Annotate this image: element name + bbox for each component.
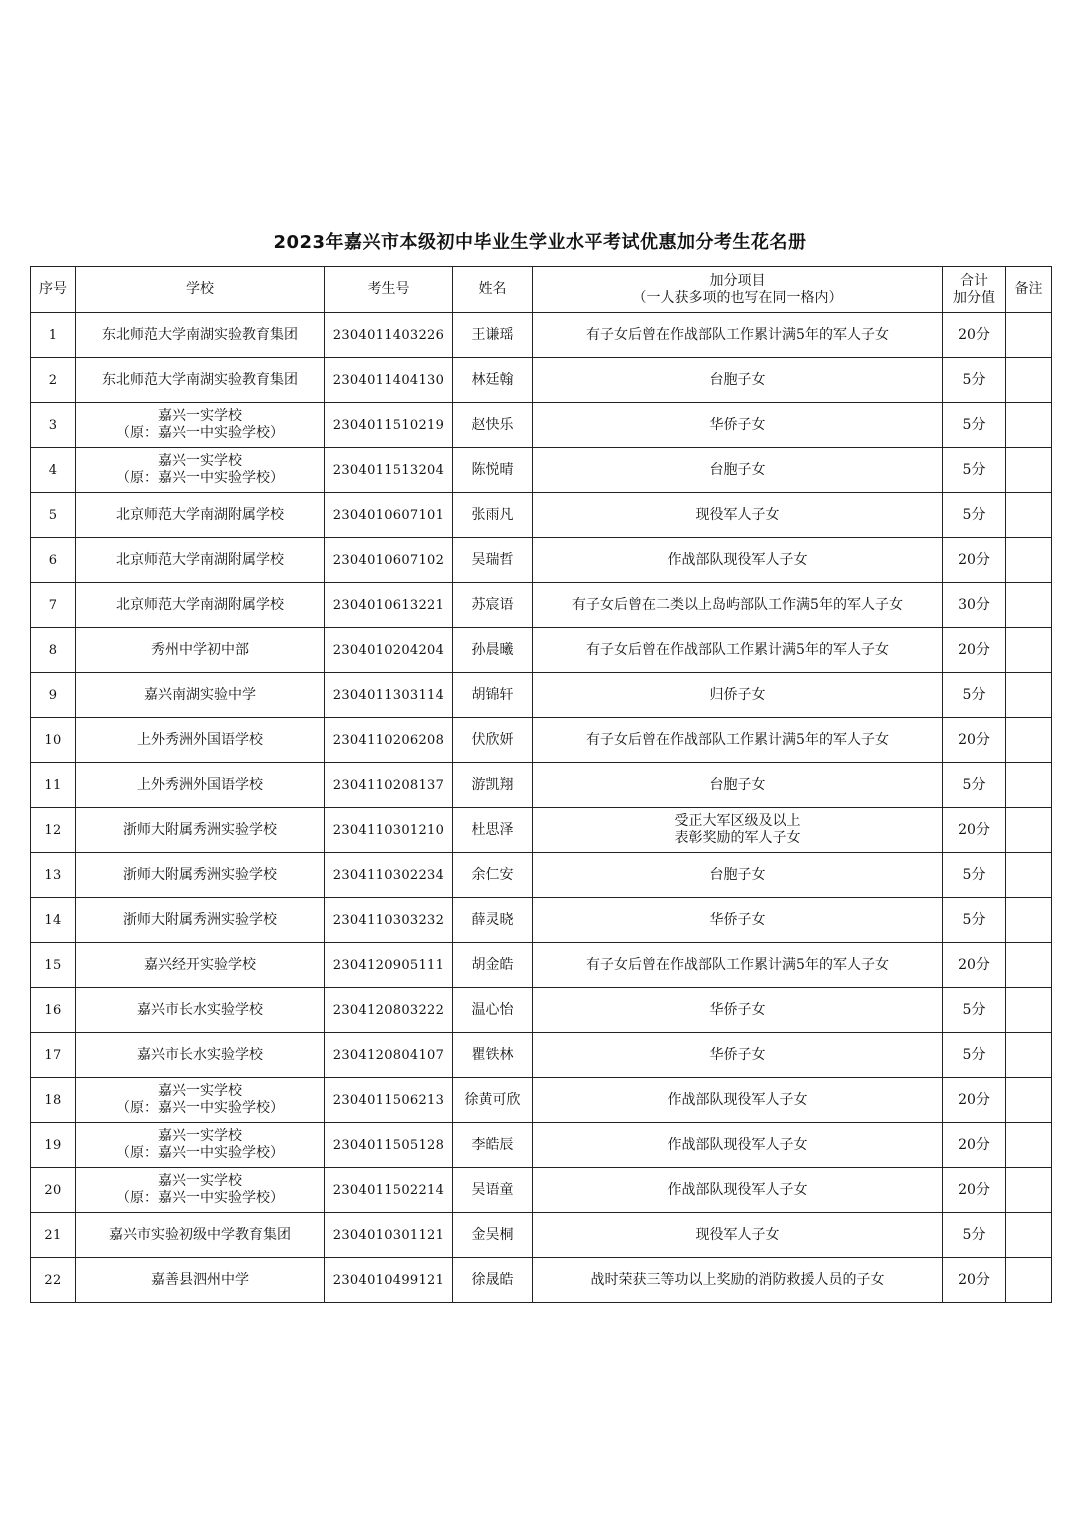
seq-cell: 13 xyxy=(31,853,76,898)
seq-cell: 12 xyxy=(31,808,76,853)
school-cell xyxy=(76,763,325,808)
score-cell: 20分 xyxy=(943,1168,1006,1213)
school-cell xyxy=(76,1213,325,1258)
bonus-item-cell-line: 作战部队现役军人子女 xyxy=(667,1181,808,1198)
student-id-cell: 2304010613221 xyxy=(325,583,453,628)
note-cell xyxy=(1006,1258,1052,1303)
table-row xyxy=(31,673,1052,718)
note-cell xyxy=(1006,1168,1052,1213)
seq-cell: 15 xyxy=(31,943,76,988)
bonus-item-cell xyxy=(533,898,943,943)
score-cell: 5分 xyxy=(943,898,1006,943)
table-row xyxy=(31,1033,1052,1078)
school-cell-line: 嘉兴市长水实验学校 xyxy=(137,1001,263,1018)
score-cell: 20分 xyxy=(943,718,1006,763)
seq-cell: 18 xyxy=(31,1078,76,1123)
name-cell: 张雨凡 xyxy=(453,493,533,538)
name-cell: 薛灵晓 xyxy=(453,898,533,943)
bonus-item-cell-line: 有子女后曾在作战部队工作累计满5年的军人子女 xyxy=(586,956,889,973)
bonus-item-cell xyxy=(533,808,943,853)
seq-cell: 6 xyxy=(31,538,76,583)
table-row xyxy=(31,493,1052,538)
school-cell-line: 嘉兴一实学校 xyxy=(158,408,242,424)
table-row xyxy=(31,898,1052,943)
school-cell-line: 嘉兴南湖实验中学 xyxy=(144,686,256,703)
header-bonus-item-line1: 加分项目 xyxy=(709,272,766,289)
seq-cell: 20 xyxy=(31,1168,76,1213)
name-cell: 孙晨曦 xyxy=(453,628,533,673)
table-row xyxy=(31,763,1052,808)
student-id-cell: 2304110302234 xyxy=(325,853,453,898)
table-row xyxy=(31,1213,1052,1258)
student-id-cell: 2304010499121 xyxy=(325,1258,453,1303)
bonus-item-cell xyxy=(533,538,943,583)
table-row xyxy=(31,1258,1052,1303)
note-cell xyxy=(1006,988,1052,1033)
seq-cell: 21 xyxy=(31,1213,76,1258)
score-cell: 5分 xyxy=(943,493,1006,538)
header-total-score-line1: 合计 xyxy=(960,272,988,289)
school-cell xyxy=(76,448,325,493)
bonus-item-cell-line: 华侨子女 xyxy=(709,1046,766,1063)
school-cell-line: 东北师范大学南湖实验教育集团 xyxy=(102,326,298,343)
score-cell: 5分 xyxy=(943,1213,1006,1258)
bonus-item-cell-line: 有子女后曾在二类以上岛屿部队工作满5年的军人子女 xyxy=(572,596,903,613)
seq-cell: 11 xyxy=(31,763,76,808)
school-cell-line: 北京师范大学南湖附属学校 xyxy=(116,596,284,613)
school-cell xyxy=(76,1168,325,1213)
seq-cell: 4 xyxy=(31,448,76,493)
bonus-item-cell xyxy=(533,1168,943,1213)
name-cell: 温心怡 xyxy=(453,988,533,1033)
header-bonus-item xyxy=(533,267,943,313)
school-cell-line: 嘉兴市长水实验学校 xyxy=(137,1046,263,1063)
name-cell: 游凯翔 xyxy=(453,763,533,808)
bonus-item-cell xyxy=(533,1078,943,1123)
student-id-cell: 2304011502214 xyxy=(325,1168,453,1213)
student-id-cell: 2304011510219 xyxy=(325,403,453,448)
student-id-cell: 2304110206208 xyxy=(325,718,453,763)
page-title: 2023年嘉兴市本级初中毕业生学业水平考试优惠加分考生花名册 xyxy=(273,232,807,253)
score-cell: 20分 xyxy=(943,943,1006,988)
header-total-score-line2: 加分值 xyxy=(953,289,995,306)
roster-table xyxy=(30,266,1052,1303)
table-row xyxy=(31,943,1052,988)
bonus-item-cell-line: 台胞子女 xyxy=(709,461,766,478)
student-id-cell: 2304110208137 xyxy=(325,763,453,808)
school-cell xyxy=(76,403,325,448)
name-cell: 胡金皓 xyxy=(453,943,533,988)
bonus-item-cell-line: 华侨子女 xyxy=(709,416,766,433)
header-name: 姓名 xyxy=(453,267,533,313)
score-cell: 5分 xyxy=(943,988,1006,1033)
name-cell: 吴语童 xyxy=(453,1168,533,1213)
bonus-item-cell-line: 台胞子女 xyxy=(709,866,766,883)
bonus-item-cell xyxy=(533,1033,943,1078)
table-row xyxy=(31,628,1052,673)
score-cell: 20分 xyxy=(943,1123,1006,1168)
note-cell xyxy=(1006,448,1052,493)
student-id-cell: 2304011403226 xyxy=(325,313,453,358)
bonus-item-cell-line: 华侨子女 xyxy=(709,1001,766,1018)
seq-cell: 19 xyxy=(31,1123,76,1168)
bonus-item-cell-line: 华侨子女 xyxy=(709,911,766,928)
bonus-item-cell xyxy=(533,1258,943,1303)
school-cell xyxy=(76,313,325,358)
table-row xyxy=(31,313,1052,358)
school-cell xyxy=(76,943,325,988)
note-cell xyxy=(1006,1213,1052,1258)
header-bonus-item-line2: （一人获多项的也写在同一格内） xyxy=(632,289,843,306)
table-row xyxy=(31,583,1052,628)
header-seq: 序号 xyxy=(31,267,76,313)
bonus-item-cell xyxy=(533,583,943,628)
bonus-item-cell-line: 台胞子女 xyxy=(709,371,766,388)
seq-cell: 10 xyxy=(31,718,76,763)
table-row xyxy=(31,538,1052,583)
note-cell xyxy=(1006,673,1052,718)
header-school: 学校 xyxy=(76,267,325,313)
school-cell-line: 上外秀洲外国语学校 xyxy=(137,731,263,748)
bonus-item-cell-line: 现役军人子女 xyxy=(695,506,780,523)
school-cell xyxy=(76,808,325,853)
school-cell xyxy=(76,358,325,403)
score-cell: 5分 xyxy=(943,403,1006,448)
note-cell xyxy=(1006,358,1052,403)
seq-cell: 8 xyxy=(31,628,76,673)
name-cell: 伏欣妍 xyxy=(453,718,533,763)
school-cell xyxy=(76,628,325,673)
school-cell xyxy=(76,853,325,898)
school-cell-line: 秀州中学初中部 xyxy=(151,641,249,658)
bonus-item-cell xyxy=(533,763,943,808)
seq-cell: 22 xyxy=(31,1258,76,1303)
bonus-item-cell-line: 有子女后曾在作战部队工作累计满5年的军人子女 xyxy=(586,641,889,658)
score-cell: 5分 xyxy=(943,673,1006,718)
bonus-item-cell xyxy=(533,1123,943,1168)
header-row xyxy=(31,267,1052,313)
name-cell: 胡锦轩 xyxy=(453,673,533,718)
school-cell-line: 嘉兴一实学校 xyxy=(158,1173,242,1189)
bonus-item-cell xyxy=(533,1213,943,1258)
seq-cell: 17 xyxy=(31,1033,76,1078)
student-id-cell: 2304120804107 xyxy=(325,1033,453,1078)
score-cell: 5分 xyxy=(943,853,1006,898)
seq-cell: 9 xyxy=(31,673,76,718)
student-id-cell: 2304011303114 xyxy=(325,673,453,718)
header-note: 备注 xyxy=(1006,267,1052,313)
table-row xyxy=(31,1123,1052,1168)
school-cell xyxy=(76,1123,325,1168)
note-cell xyxy=(1006,628,1052,673)
note-cell xyxy=(1006,1123,1052,1168)
table-row xyxy=(31,1078,1052,1123)
name-cell: 苏宸语 xyxy=(453,583,533,628)
note-cell xyxy=(1006,853,1052,898)
student-id-cell: 2304011513204 xyxy=(325,448,453,493)
note-cell xyxy=(1006,898,1052,943)
note-cell xyxy=(1006,718,1052,763)
table-row xyxy=(31,1168,1052,1213)
score-cell: 5分 xyxy=(943,1033,1006,1078)
student-id-cell: 2304010607102 xyxy=(325,538,453,583)
school-cell-line: 上外秀洲外国语学校 xyxy=(137,776,263,793)
bonus-item-cell-line: 战时荣获三等功以上奖励的消防救援人员的子女 xyxy=(590,1271,885,1288)
roster-body xyxy=(31,313,1052,1303)
student-id-cell: 2304011404130 xyxy=(325,358,453,403)
student-id-cell: 2304011506213 xyxy=(325,1078,453,1123)
table-row xyxy=(31,403,1052,448)
bonus-item-cell-line: 表彰奖励的军人子女 xyxy=(674,830,801,846)
name-cell: 吴瑞哲 xyxy=(453,538,533,583)
student-id-cell: 2304010607101 xyxy=(325,493,453,538)
school-cell-line: （原：嘉兴一中实验学校） xyxy=(116,425,284,441)
school-cell xyxy=(76,988,325,1033)
bonus-item-cell xyxy=(533,448,943,493)
table-row xyxy=(31,718,1052,763)
student-id-cell: 2304110303232 xyxy=(325,898,453,943)
school-cell-line: 嘉兴一实学校 xyxy=(158,453,242,469)
school-cell xyxy=(76,898,325,943)
header-student-id: 考生号 xyxy=(325,267,453,313)
seq-cell: 7 xyxy=(31,583,76,628)
bonus-item-cell-line: 归侨子女 xyxy=(709,686,766,703)
score-cell: 20分 xyxy=(943,1258,1006,1303)
school-cell-line: （原：嘉兴一中实验学校） xyxy=(116,470,284,486)
seq-cell: 2 xyxy=(31,358,76,403)
score-cell: 20分 xyxy=(943,1078,1006,1123)
bonus-item-cell xyxy=(533,313,943,358)
school-cell-line: （原：嘉兴一中实验学校） xyxy=(116,1190,284,1206)
seq-cell: 16 xyxy=(31,988,76,1033)
school-cell xyxy=(76,673,325,718)
school-cell xyxy=(76,493,325,538)
score-cell: 30分 xyxy=(943,583,1006,628)
table-row xyxy=(31,808,1052,853)
score-cell: 20分 xyxy=(943,628,1006,673)
name-cell: 陈悦晴 xyxy=(453,448,533,493)
note-cell xyxy=(1006,313,1052,358)
table-row xyxy=(31,448,1052,493)
student-id-cell: 2304011505128 xyxy=(325,1123,453,1168)
table-row xyxy=(31,358,1052,403)
table-row xyxy=(31,853,1052,898)
bonus-item-cell-line: 现役军人子女 xyxy=(695,1226,780,1243)
seq-cell: 1 xyxy=(31,313,76,358)
school-cell-line: 浙师大附属秀洲实验学校 xyxy=(123,911,277,928)
note-cell xyxy=(1006,493,1052,538)
school-cell-line: 嘉善县泗州中学 xyxy=(151,1271,249,1288)
student-id-cell: 2304120905111 xyxy=(325,943,453,988)
bonus-item-cell xyxy=(533,358,943,403)
score-cell: 20分 xyxy=(943,808,1006,853)
bonus-item-cell xyxy=(533,718,943,763)
school-cell-line: 北京师范大学南湖附属学校 xyxy=(116,506,284,523)
score-cell: 5分 xyxy=(943,763,1006,808)
note-cell xyxy=(1006,943,1052,988)
note-cell xyxy=(1006,1078,1052,1123)
school-cell-line: 嘉兴一实学校 xyxy=(158,1128,242,1144)
note-cell xyxy=(1006,583,1052,628)
bonus-item-cell xyxy=(533,493,943,538)
name-cell: 徐黄可欣 xyxy=(453,1078,533,1123)
bonus-item-cell-line: 作战部队现役军人子女 xyxy=(667,1136,808,1153)
name-cell: 李皓辰 xyxy=(453,1123,533,1168)
student-id-cell: 2304010204204 xyxy=(325,628,453,673)
name-cell: 瞿铁林 xyxy=(453,1033,533,1078)
name-cell: 赵快乐 xyxy=(453,403,533,448)
score-cell: 20分 xyxy=(943,313,1006,358)
bonus-item-cell-line: 台胞子女 xyxy=(709,776,766,793)
name-cell: 金吴桐 xyxy=(453,1213,533,1258)
seq-cell: 3 xyxy=(31,403,76,448)
bonus-item-cell-line: 有子女后曾在作战部队工作累计满5年的军人子女 xyxy=(586,326,889,343)
bonus-item-cell xyxy=(533,403,943,448)
note-cell xyxy=(1006,403,1052,448)
school-cell-line: （原：嘉兴一中实验学校） xyxy=(116,1100,284,1116)
school-cell-line: （原：嘉兴一中实验学校） xyxy=(116,1145,284,1161)
note-cell xyxy=(1006,1033,1052,1078)
score-cell: 20分 xyxy=(943,538,1006,583)
school-cell-line: 嘉兴市实验初级中学教育集团 xyxy=(109,1226,291,1243)
bonus-item-cell xyxy=(533,673,943,718)
student-id-cell: 2304120803222 xyxy=(325,988,453,1033)
school-cell xyxy=(76,538,325,583)
school-cell-line: 浙师大附属秀洲实验学校 xyxy=(123,866,277,883)
school-cell xyxy=(76,718,325,763)
school-cell-line: 浙师大附属秀洲实验学校 xyxy=(123,821,277,838)
school-cell xyxy=(76,1078,325,1123)
bonus-item-cell xyxy=(533,628,943,673)
score-cell: 5分 xyxy=(943,448,1006,493)
name-cell: 林廷翰 xyxy=(453,358,533,403)
note-cell xyxy=(1006,763,1052,808)
bonus-item-cell-line: 有子女后曾在作战部队工作累计满5年的军人子女 xyxy=(586,731,889,748)
note-cell xyxy=(1006,808,1052,853)
note-cell xyxy=(1006,538,1052,583)
seq-cell: 5 xyxy=(31,493,76,538)
name-cell: 余仁安 xyxy=(453,853,533,898)
table-row xyxy=(31,988,1052,1033)
school-cell xyxy=(76,1033,325,1078)
name-cell: 杜思泽 xyxy=(453,808,533,853)
bonus-item-cell-line: 受正大军区级及以上 xyxy=(674,813,801,829)
score-cell: 5分 xyxy=(943,358,1006,403)
bonus-item-cell xyxy=(533,943,943,988)
student-id-cell: 2304110301210 xyxy=(325,808,453,853)
school-cell-line: 嘉兴经开实验学校 xyxy=(144,956,256,973)
bonus-item-cell-line: 作战部队现役军人子女 xyxy=(667,551,808,568)
school-cell xyxy=(76,583,325,628)
school-cell-line: 嘉兴一实学校 xyxy=(158,1083,242,1099)
header-total-score xyxy=(943,267,1006,313)
school-cell-line: 东北师范大学南湖实验教育集团 xyxy=(102,371,298,388)
bonus-item-cell-line: 作战部队现役军人子女 xyxy=(667,1091,808,1108)
school-cell-line: 北京师范大学南湖附属学校 xyxy=(116,551,284,568)
seq-cell: 14 xyxy=(31,898,76,943)
name-cell: 徐晟皓 xyxy=(453,1258,533,1303)
name-cell: 王谦瑶 xyxy=(453,313,533,358)
bonus-item-cell xyxy=(533,988,943,1033)
student-id-cell: 2304010301121 xyxy=(325,1213,453,1258)
school-cell xyxy=(76,1258,325,1303)
bonus-item-cell xyxy=(533,853,943,898)
